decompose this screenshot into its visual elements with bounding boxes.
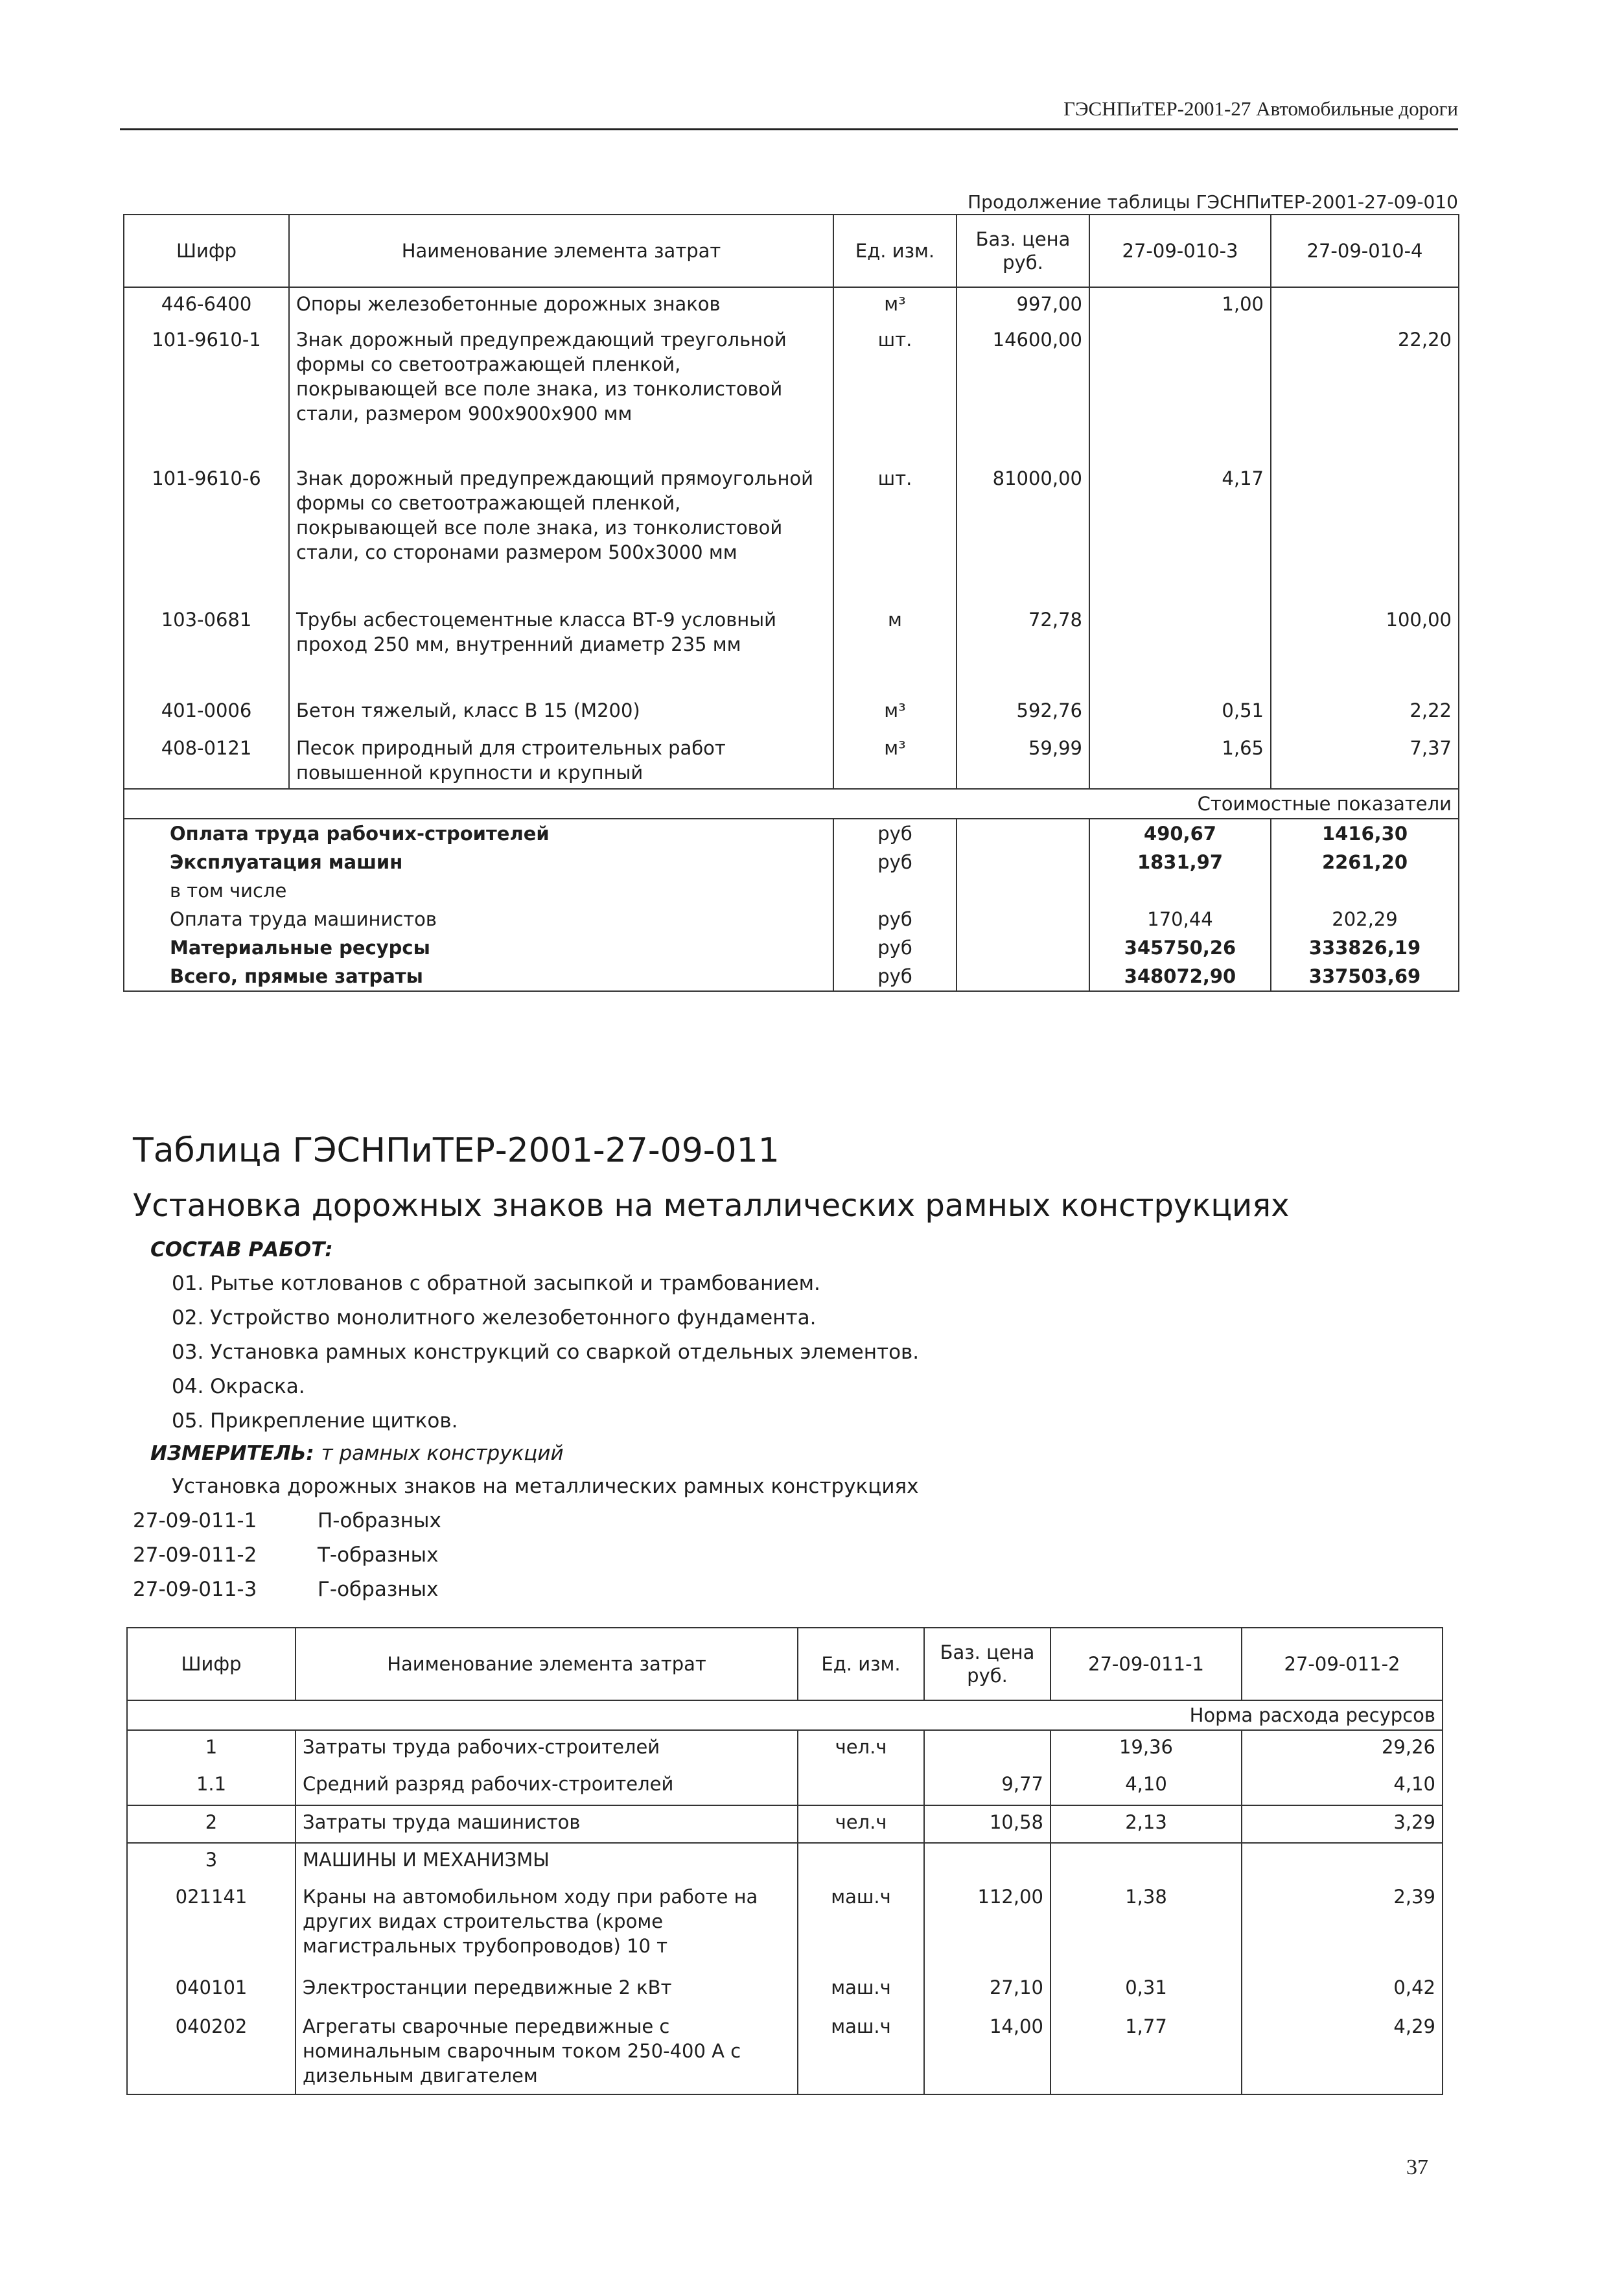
table-row <box>127 2010 1443 2094</box>
totals-name: в том числе <box>124 876 833 905</box>
totals-value-1: 348072,90 <box>1089 962 1271 991</box>
table-row <box>127 1971 1443 2010</box>
works-item: 01. Рытье котлованов с обратной засыпкой и трамбованием. <box>172 1272 820 1295</box>
row-value-2: 22,20 <box>1271 323 1459 462</box>
variant-name: П-образных <box>318 1509 441 1532</box>
table-row <box>124 323 1459 462</box>
row-value-2: 7,37 <box>1271 732 1459 789</box>
header-name: Наименование элемента затрат <box>296 1628 798 1700</box>
row-unit: чел.ч <box>798 1730 924 1768</box>
row-name: Песок природный для строительных работ повышенной крупности и крупный <box>289 732 833 789</box>
totals-value-2: 333826,19 <box>1271 933 1459 962</box>
totals-blank <box>957 933 1089 962</box>
row-name: Краны на автомобильном ходу при работе на других видах строительства (кроме магистральных трубопроводов) 10 т <box>296 1881 798 1971</box>
header-rule <box>120 128 1458 130</box>
header-price: Баз. цена руб. <box>924 1628 1050 1700</box>
running-header: ГЭСНПиТЕР-2001-27 Автомобильные дороги <box>1063 97 1458 120</box>
row-value-2 <box>1271 287 1459 323</box>
band-resource-norms: Норма расхода ресурсов <box>127 1700 1443 1730</box>
row-value-2: 29,26 <box>1242 1730 1443 1768</box>
works-item: 04. Окраска. <box>172 1375 305 1398</box>
header-unit: Ед. изм. <box>798 1628 924 1700</box>
row-unit: м³ <box>833 694 957 732</box>
header-price: Баз. цена руб. <box>957 215 1089 287</box>
row-code: 401-0006 <box>124 694 289 732</box>
variant-name: Г-образных <box>318 1578 439 1601</box>
works-item: 02. Устройство монолитного железобетонного фундамента. <box>172 1306 817 1330</box>
resource-table-27-09-011 <box>126 1627 1443 2095</box>
row-name: Затраты труда рабочих-строителей <box>296 1730 798 1768</box>
totals-value-2: 337503,69 <box>1271 962 1459 991</box>
row-name: Бетон тяжелый, класс В 15 (М200) <box>289 694 833 732</box>
totals-unit: руб <box>833 962 957 991</box>
row-name: Опоры железобетонные дорожных знаков <box>289 287 833 323</box>
totals-row <box>124 848 1459 876</box>
row-code: 408-0121 <box>124 732 289 789</box>
works-label: СОСТАВ РАБОТ: <box>150 1238 333 1261</box>
totals-name: Оплата труда рабочих-строителей <box>124 819 833 848</box>
row-value-2: 2,22 <box>1271 694 1459 732</box>
row-unit: маш.ч <box>798 1881 924 1971</box>
row-unit: м³ <box>833 732 957 789</box>
works-item: 05. Прикрепление щитков. <box>172 1409 458 1433</box>
totals-value-2 <box>1271 876 1459 905</box>
section-subtitle: Установка дорожных знаков на металлических рамных конструкциях <box>133 1188 1290 1224</box>
row-name: Затраты труда машинистов <box>296 1805 798 1843</box>
table-row <box>127 1843 1443 1881</box>
totals-value-1: 170,44 <box>1089 905 1271 933</box>
row-code: 446-6400 <box>124 287 289 323</box>
row-price: 9,77 <box>924 1768 1050 1805</box>
band-row <box>124 789 1459 819</box>
row-value-2: 4,10 <box>1242 1768 1443 1805</box>
row-value-1: 4,10 <box>1050 1768 1242 1805</box>
totals-name: Эксплуатация машин <box>124 848 833 876</box>
table-row <box>124 287 1459 323</box>
row-name: Средний разряд рабочих-строителей <box>296 1768 798 1805</box>
row-value-1 <box>1089 603 1271 694</box>
row-price: 14600,00 <box>957 323 1089 462</box>
row-unit: м <box>833 603 957 694</box>
header-col2: 27-09-011-2 <box>1242 1628 1443 1700</box>
row-unit: шт. <box>833 323 957 462</box>
header-col1: 27-09-010-3 <box>1089 215 1271 287</box>
row-name: Трубы асбестоцементные класса ВТ-9 условный проход 250 мм, внутренний диаметр 235 мм <box>289 603 833 694</box>
table-header-row <box>124 215 1459 287</box>
variant-code: 27-09-011-3 <box>133 1578 257 1601</box>
table-row <box>124 462 1459 603</box>
row-value-2 <box>1271 462 1459 603</box>
totals-blank <box>957 905 1089 933</box>
meter-label <box>150 1442 564 1465</box>
totals-name: Материальные ресурсы <box>124 933 833 962</box>
row-name: Агрегаты сварочные передвижные с номинальным сварочным током 250-400 А с дизельным двигателем <box>296 2010 798 2094</box>
row-price: 997,00 <box>957 287 1089 323</box>
row-value-1: 19,36 <box>1050 1730 1242 1768</box>
totals-unit: руб <box>833 848 957 876</box>
row-price: 112,00 <box>924 1881 1050 1971</box>
row-name: Электростанции передвижные 2 кВт <box>296 1971 798 2010</box>
row-name: Знак дорожный предупреждающий прямоугольной формы со светоотражающей пленкой, покрывающей все поле знака, из тонколистовой стали, со сторонами размером 500х3000 мм <box>289 462 833 603</box>
header-code: Шифр <box>124 215 289 287</box>
header-code: Шифр <box>127 1628 296 1700</box>
row-price: 14,00 <box>924 2010 1050 2094</box>
totals-value-1: 1831,97 <box>1089 848 1271 876</box>
row-unit: маш.ч <box>798 2010 924 2094</box>
totals-blank <box>957 962 1089 991</box>
totals-value-2: 2261,20 <box>1271 848 1459 876</box>
meter-value: т рамных конструкций <box>321 1442 564 1465</box>
header-name: Наименование элемента затрат <box>289 215 833 287</box>
row-unit <box>798 1843 924 1881</box>
section-title: Таблица ГЭСНПиТЕР-2001-27-09-011 <box>133 1131 780 1170</box>
totals-value-1: 490,67 <box>1089 819 1271 848</box>
totals-row <box>124 933 1459 962</box>
row-code: 021141 <box>127 1881 296 1971</box>
row-value-1: 1,38 <box>1050 1881 1242 1971</box>
table-row <box>124 694 1459 732</box>
row-code: 040101 <box>127 1971 296 2010</box>
row-price: 27,10 <box>924 1971 1050 2010</box>
variant-code: 27-09-011-1 <box>133 1509 257 1532</box>
row-code: 101-9610-1 <box>124 323 289 462</box>
row-price: 72,78 <box>957 603 1089 694</box>
row-value-1: 1,65 <box>1089 732 1271 789</box>
totals-value-2: 1416,30 <box>1271 819 1459 848</box>
table-row <box>127 1730 1443 1768</box>
totals-name: Всего, прямые затраты <box>124 962 833 991</box>
row-unit: чел.ч <box>798 1805 924 1843</box>
variant-name: Т-образных <box>318 1543 439 1567</box>
row-value-2: 2,39 <box>1242 1881 1443 1971</box>
row-value-2: 3,29 <box>1242 1805 1443 1843</box>
meter-label-text: ИЗМЕРИТЕЛЬ: <box>150 1442 314 1465</box>
table-header-row <box>127 1628 1443 1700</box>
row-code: 040202 <box>127 2010 296 2094</box>
table-caption: Продолжение таблицы ГЭСНПиТЕР-2001-27-09-010 <box>968 191 1458 213</box>
row-code: 3 <box>127 1843 296 1881</box>
totals-blank <box>957 876 1089 905</box>
row-code: 101-9610-6 <box>124 462 289 603</box>
table-row <box>124 603 1459 694</box>
row-value-2: 0,42 <box>1242 1971 1443 2010</box>
totals-value-1: 345750,26 <box>1089 933 1271 962</box>
row-value-1: 1,00 <box>1089 287 1271 323</box>
row-value-1: 2,13 <box>1050 1805 1242 1843</box>
totals-row <box>124 819 1459 848</box>
variant-code: 27-09-011-2 <box>133 1543 257 1567</box>
row-unit: м³ <box>833 287 957 323</box>
row-value-1: 0,51 <box>1089 694 1271 732</box>
row-value-1 <box>1050 1843 1242 1881</box>
row-name: Знак дорожный предупреждающий треугольной формы со светоотражающей пленкой, покрывающей все поле знака, из тонколистовой стали, размером 900х900х900 мм <box>289 323 833 462</box>
row-price <box>924 1730 1050 1768</box>
table-row <box>127 1805 1443 1843</box>
row-price: 592,76 <box>957 694 1089 732</box>
totals-name: Оплата труда машинистов <box>124 905 833 933</box>
row-value-2: 4,29 <box>1242 2010 1443 2094</box>
totals-row <box>124 962 1459 991</box>
row-code: 103-0681 <box>124 603 289 694</box>
row-price: 59,99 <box>957 732 1089 789</box>
row-price <box>924 1843 1050 1881</box>
header-col1: 27-09-011-1 <box>1050 1628 1242 1700</box>
row-value-1: 0,31 <box>1050 1971 1242 2010</box>
totals-unit: руб <box>833 933 957 962</box>
row-unit <box>798 1768 924 1805</box>
totals-blank <box>957 848 1089 876</box>
row-name: МАШИНЫ И МЕХАНИЗМЫ <box>296 1843 798 1881</box>
row-price: 10,58 <box>924 1805 1050 1843</box>
table-row <box>124 732 1459 789</box>
row-value-1: 1,77 <box>1050 2010 1242 2094</box>
row-code: 1 <box>127 1730 296 1768</box>
totals-unit: руб <box>833 819 957 848</box>
totals-blank <box>957 819 1089 848</box>
header-col2: 27-09-010-4 <box>1271 215 1459 287</box>
table-row <box>127 1768 1443 1805</box>
band-cost-indicators: Стоимостные показатели <box>124 789 1459 819</box>
meter-description: Установка дорожных знаков на металлических рамных конструкциях <box>172 1475 919 1498</box>
row-unit: маш.ч <box>798 1971 924 2010</box>
totals-row <box>124 905 1459 933</box>
cost-table-27-09-010 <box>123 214 1459 992</box>
band-row <box>127 1700 1443 1730</box>
row-value-2: 100,00 <box>1271 603 1459 694</box>
totals-unit <box>833 876 957 905</box>
row-code: 2 <box>127 1805 296 1843</box>
totals-value-2: 202,29 <box>1271 905 1459 933</box>
row-value-1: 4,17 <box>1089 462 1271 603</box>
row-value-1 <box>1089 323 1271 462</box>
table-row <box>127 1881 1443 1971</box>
row-value-2 <box>1242 1843 1443 1881</box>
page-number: 37 <box>1406 2155 1428 2179</box>
totals-unit: руб <box>833 905 957 933</box>
totals-row <box>124 876 1459 905</box>
row-price: 81000,00 <box>957 462 1089 603</box>
header-unit: Ед. изм. <box>833 215 957 287</box>
row-code: 1.1 <box>127 1768 296 1805</box>
totals-value-1 <box>1089 876 1271 905</box>
row-unit: шт. <box>833 462 957 603</box>
works-item: 03. Установка рамных конструкций со сваркой отдельных элементов. <box>172 1341 920 1364</box>
